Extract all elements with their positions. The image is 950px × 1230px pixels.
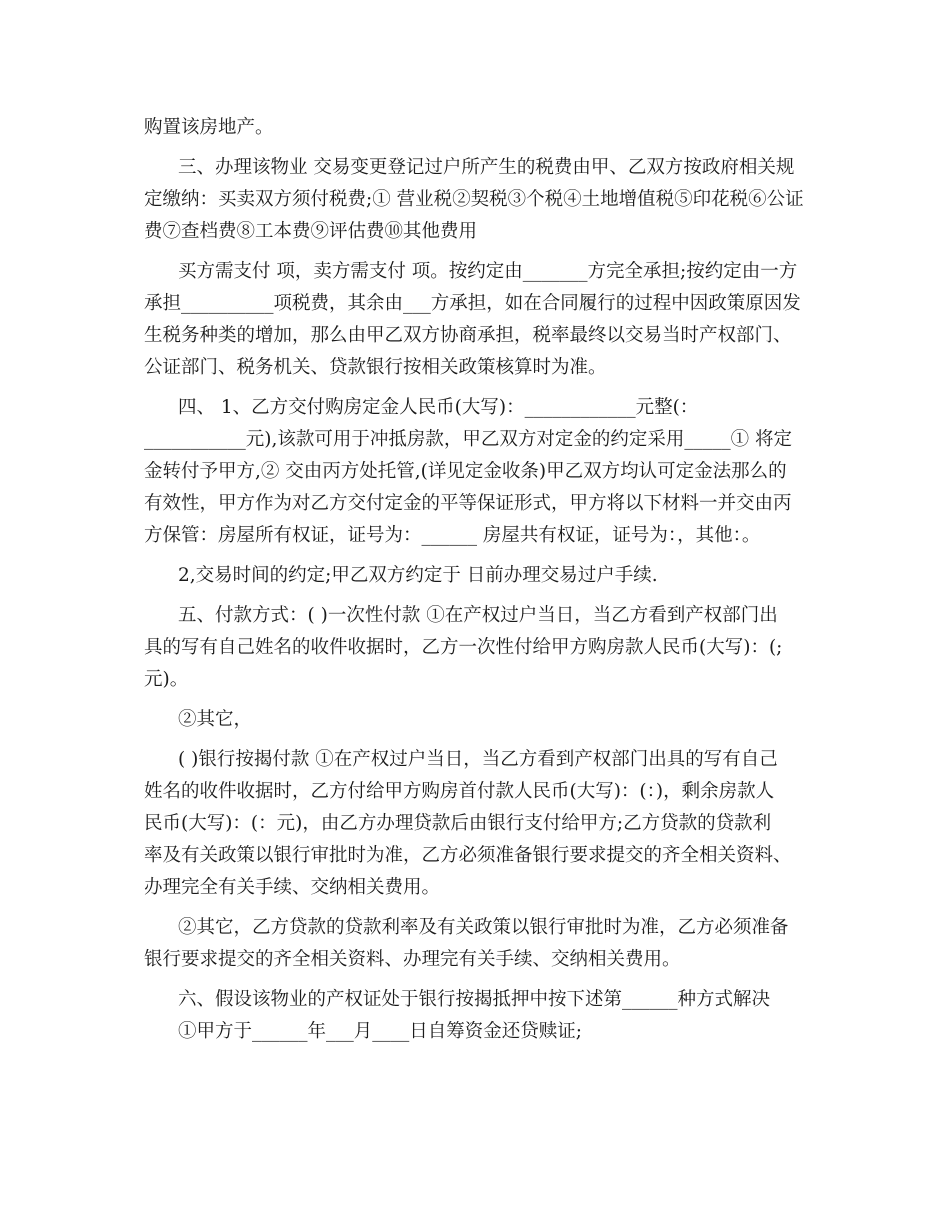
text-line: 办理完全有关手续、交纳相关费用。 [144, 877, 441, 898]
text-line: 五、付款方式：( )一次性付款 ①在产权过户当日，当乙方看到产权部门出 [178, 605, 778, 626]
text-line: 民币(大写)：(：元)，由乙方办理贷款后由银行支付给甲方;乙方贷款的贷款利 [144, 813, 772, 834]
text-line: 费⑦查档费⑧工本费⑨评估费⑩其他费用 [144, 221, 478, 242]
text-line: 定缴纳：买卖双方须付税费;① 营业税②契税③个税④土地增值税⑤印花税⑥公证 [144, 189, 804, 210]
text-line: ②其它， [178, 709, 253, 730]
text-line: 有效性，甲方作为对乙方交付定金的平等保证形式，甲方将以下材料一并交由丙 [144, 493, 792, 514]
text-line: 方保管：房屋所有权证，证号为：______ 房屋共有权证，证号为：，其他：。 [144, 525, 761, 546]
text-line: 购置该房地产。 [144, 117, 274, 138]
text-line: 买方需支付 项，卖方需支付 项。按约定由_______方完全承担;按约定由一方 [178, 261, 798, 282]
text-line: ( )银行按揭付款 ①在产权过户当日，当乙方看到产权部门出具的写有自己 [178, 749, 778, 770]
text-line: ___________元),该款可用于冲抵房款，甲乙双方对定金的约定采用_____① 将定 [144, 429, 792, 450]
text-line: 元)。 [144, 669, 189, 690]
text-line: 承担__________项税费，其余由___方承担，如在合同履行的过程中因政策原因发 [144, 293, 801, 314]
text-line: 三、办理该物业 交易变更登记过户所产生的税费由甲、乙双方按政府相关规 [178, 157, 795, 178]
text-line: ②其它，乙方贷款的贷款利率及有关政策以银行审批时为准，乙方必须准备 [178, 917, 789, 938]
text-line: 率及有关政策以银行审批时为准，乙方必须准备银行要求提交的齐全相关资料、 [144, 845, 792, 866]
text-line: 金转付予甲方,② 交由丙方处托管,(详见定金收条)甲乙双方均认可定金法那么的 [144, 461, 787, 482]
text-line: 银行要求提交的齐全相关资料、办理完有关手续、交纳相关费用。 [144, 949, 681, 970]
text-line: 六、假设该物业的产权证处于银行按揭抵押中按下述第______种方式解决 [178, 989, 771, 1010]
text-line: 公证部门、税务机关、贷款银行按相关政策核算时为准。 [144, 357, 607, 378]
text-line: 具的写有自己姓名的收件收据时，乙方一次性付给甲方购房款人民币(大写)：(; [144, 637, 783, 658]
text-line: 2,交易时间的约定;甲乙双方约定于 日前办理交易过户手续. [178, 565, 658, 586]
document-body [144, 112, 804, 1048]
text-line: ①甲方于______年___月____日自筹资金还贷赎证; [178, 1021, 582, 1042]
text-line: 四、 1、乙方交付购房定金人民币(大写)：____________元整(： [178, 397, 699, 418]
text-line: 姓名的收件收据时，乙方付给甲方购房首付款人民币(大写)：(：)，剩余房款人 [144, 781, 775, 802]
text-line: 生税务种类的增加，那么由甲乙双方协商承担，税率最终以交易当时产权部门、 [144, 325, 792, 346]
